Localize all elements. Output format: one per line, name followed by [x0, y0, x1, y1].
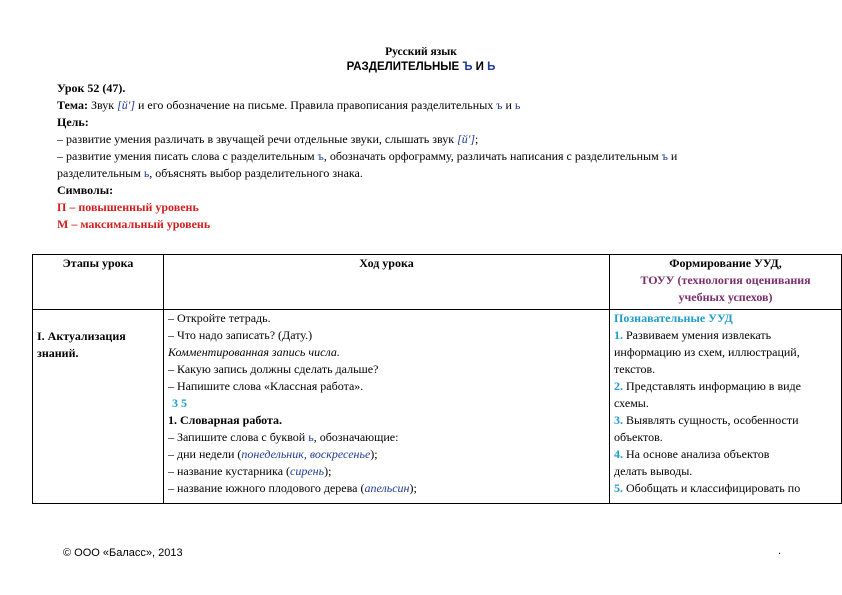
symbols-label: Символы:: [57, 183, 114, 197]
sound-symbol: [й']: [117, 98, 135, 112]
lesson-intro: [57, 80, 797, 233]
uud-item: 2. Представлять информацию в виде: [614, 379, 801, 393]
lesson-table: [32, 254, 842, 504]
symbol-m: М – максимальный уровень: [57, 217, 211, 231]
theme-label: Тема:: [57, 98, 88, 112]
header-uud: Формирование УУД, ТОУУ (технология оценивания учебных успехов): [610, 255, 842, 310]
uud-item: 3. Выявлять сущность, особенности: [614, 413, 799, 427]
uud-item: 4. На основе анализа объектов: [614, 447, 770, 461]
page-mark: .: [778, 545, 782, 557]
uud-cell: Познавательные УУД 1. Развиваем умения извлекать информацию из схем, иллюстраций, текстов. 2. Представлять информацию в виде схемы. 3. Выявлять сущность, особенности объектов. 4. На основе анализа объектов делать выводы. 5. Обобщать и классифицировать по: [610, 310, 842, 504]
goal-item: – развитие умения различать в звучащей речи отдельные звуки, слышать звук [й'];: [57, 132, 479, 146]
topic-title: [0, 60, 842, 74]
theme-line: Тема: Звук [й'] и его обозначение на письме. Правила правописания разделительных ъ и ь: [57, 98, 521, 112]
table-row: [33, 310, 842, 504]
topic-prefix: РАЗДЕЛИТЕЛЬНЫЕ: [346, 61, 460, 73]
uud-item: 5. Обобщать и классифицировать по: [614, 481, 801, 495]
hard-sign-letter: Ъ: [462, 61, 473, 73]
soft-sign-letter: Ь: [487, 61, 496, 73]
goal-item: – развитие умения писать слова с разделительным ъ, обозначать орфограмму, различать написания с разделительным ъ и: [57, 149, 678, 163]
topic-conj: И: [475, 61, 484, 73]
subject-title: Русский язык: [385, 46, 457, 58]
uud-item: 1. Развиваем умения извлекать: [614, 328, 772, 342]
header-course: Ход урока: [164, 255, 610, 310]
header-stages: Этапы урока: [33, 255, 164, 310]
course-cell: – Откройте тетрадь. – Что надо записать? (Дату.) Комментированная запись числа. – Какую запись должны сделать дальше? – Напишите слова «Классная работа». 3 5 1. Словарная работа. – Запишите слова с буквой ь, обозначающие: – дни недели (понедельник, воскресенье); – название кустарника (сирень); – название южного плодового дерева (апельсин);: [164, 310, 610, 504]
vocab-work-heading: 1. Словарная работа.: [168, 413, 283, 427]
goal-item-continued: разделительным ь, объяснять выбор разделительного знака.: [57, 166, 363, 180]
lesson-number: Урок 52 (47).: [57, 81, 126, 95]
goal-label: Цель:: [57, 115, 89, 129]
symbol-p: П – повышенный уровень: [57, 200, 199, 214]
uud-title: Познавательные УУД: [614, 311, 733, 325]
stage-cell: I. Актуализация знаний.: [33, 310, 164, 504]
level-marks: 3 5: [172, 396, 187, 410]
table-header-row: [33, 255, 842, 310]
copyright-footer: © ООО «Баласс», 2013: [63, 547, 183, 559]
